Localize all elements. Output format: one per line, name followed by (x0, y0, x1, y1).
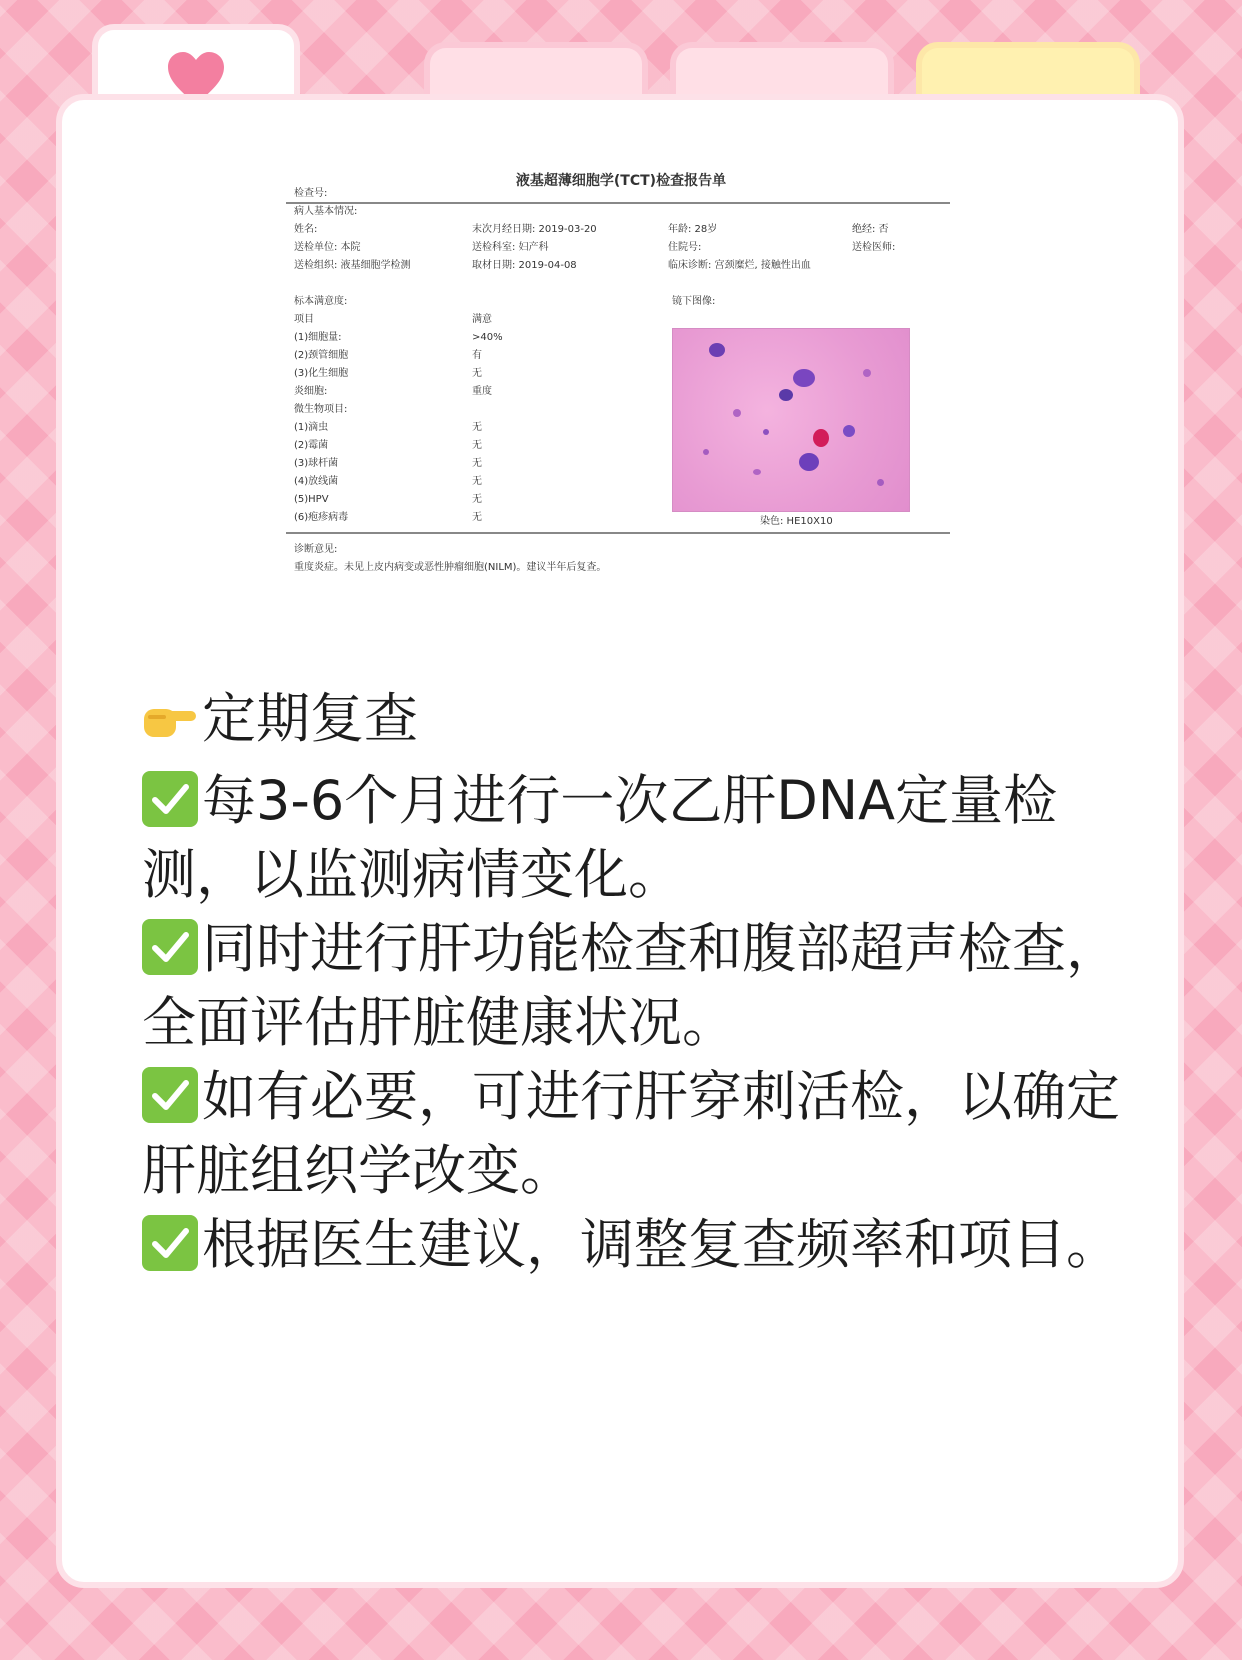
cell-dot (877, 479, 884, 486)
report-field: 病人基本情况: (294, 206, 358, 217)
list-item-text: 同时进行肝功能检查和腹部超声检查，全面评估肝脏健康状况。 (142, 917, 1120, 1054)
stain-caption: 染色: HE10X10 (760, 516, 833, 527)
list-item-text: 每3-6个月进行一次乙肝DNA定量检测，以监测病情变化。 (142, 769, 1058, 906)
item-value: 无 (472, 422, 482, 433)
item-name: (2)霉菌 (294, 440, 329, 451)
specimen-heading: 标本满意度: (294, 296, 348, 307)
item-value: 重度 (472, 386, 492, 397)
item-name: (1)滴虫 (294, 422, 329, 433)
report-field: 末次月经日期: 2019-03-20 (472, 224, 597, 235)
list-item (142, 1208, 1142, 1282)
report-title: 液基超薄细胞学(TCT)检查报告单 (515, 173, 727, 189)
report-field: 绝经: 否 (852, 224, 889, 235)
cell-dot (779, 389, 793, 401)
item-value: 有 (472, 350, 482, 361)
item-value: 满意 (472, 314, 492, 325)
report-divider (286, 202, 950, 204)
item-value: 无 (472, 512, 482, 523)
tct-report-image (286, 160, 956, 620)
cell-dot (703, 449, 709, 455)
report-field: 取材日期: 2019-04-08 (472, 260, 577, 271)
item-name: (3)化生细胞 (294, 368, 349, 379)
check-mark-icon (142, 771, 198, 827)
check-mark-icon (142, 919, 198, 975)
report-field: 送检组织: 液基细胞学检测 (294, 260, 411, 271)
item-name: 微生物项目: (294, 404, 348, 415)
list-item-text: 根据医生建议，调整复查频率和项目。 (202, 1213, 1120, 1276)
pointing-hand-icon (142, 690, 198, 764)
cell-dot (863, 369, 871, 377)
item-name: (6)疱疹病毒 (294, 512, 349, 523)
item-name: 项目 (294, 314, 314, 325)
item-name: (3)球杆菌 (294, 458, 339, 469)
item-name: (2)颈管细胞 (294, 350, 349, 361)
cell-dot (799, 453, 819, 471)
article-body (142, 682, 1142, 1282)
cell-dot (753, 469, 761, 475)
diagnosis-text: 重度炎症。未见上皮内病变或恶性肿瘤细胞(NILM)。建议半年后复查。 (294, 562, 607, 573)
item-name: (1)细胞量: (294, 332, 342, 343)
item-name: 炎细胞: (294, 386, 328, 397)
list-item (142, 1060, 1142, 1208)
item-value: 无 (472, 476, 482, 487)
report-field: 送检科室: 妇产科 (472, 242, 549, 253)
report-field: 送检单位: 本院 (294, 242, 361, 253)
report-field: 检查号: (294, 188, 328, 199)
section-heading (142, 682, 1142, 764)
heading-text: 定期复查 (202, 687, 418, 750)
report-field: 姓名: (294, 224, 318, 235)
cell-dot (843, 425, 855, 437)
check-mark-icon (142, 1215, 198, 1271)
report-divider (286, 532, 950, 534)
list-item (142, 912, 1142, 1060)
check-mark-icon (142, 1067, 198, 1123)
cell-dot (709, 343, 725, 357)
report-field: 年龄: 28岁 (668, 224, 718, 235)
cell-dot (793, 369, 815, 387)
cell-dot (813, 429, 829, 447)
item-value: >40% (472, 332, 503, 343)
diagnosis-heading: 诊断意见: (294, 544, 338, 555)
report-field: 送检医师: (852, 242, 896, 253)
item-value: 无 (472, 494, 482, 505)
cell-dot (763, 429, 769, 435)
image-heading: 镜下图像: (672, 296, 716, 307)
item-value: 无 (472, 458, 482, 469)
item-name: (4)放线菌 (294, 476, 339, 487)
list-item (142, 764, 1142, 912)
item-value: 无 (472, 368, 482, 379)
item-value: 无 (472, 440, 482, 451)
microscope-image (672, 328, 910, 512)
report-field: 临床诊断: 宫颈糜烂, 接触性出血 (668, 260, 811, 271)
item-name: (5)HPV (294, 494, 329, 505)
report-field: 住院号: (668, 242, 702, 253)
cell-dot (733, 409, 741, 417)
list-item-text: 如有必要，可进行肝穿刺活检，以确定肝脏组织学改变。 (142, 1065, 1120, 1202)
